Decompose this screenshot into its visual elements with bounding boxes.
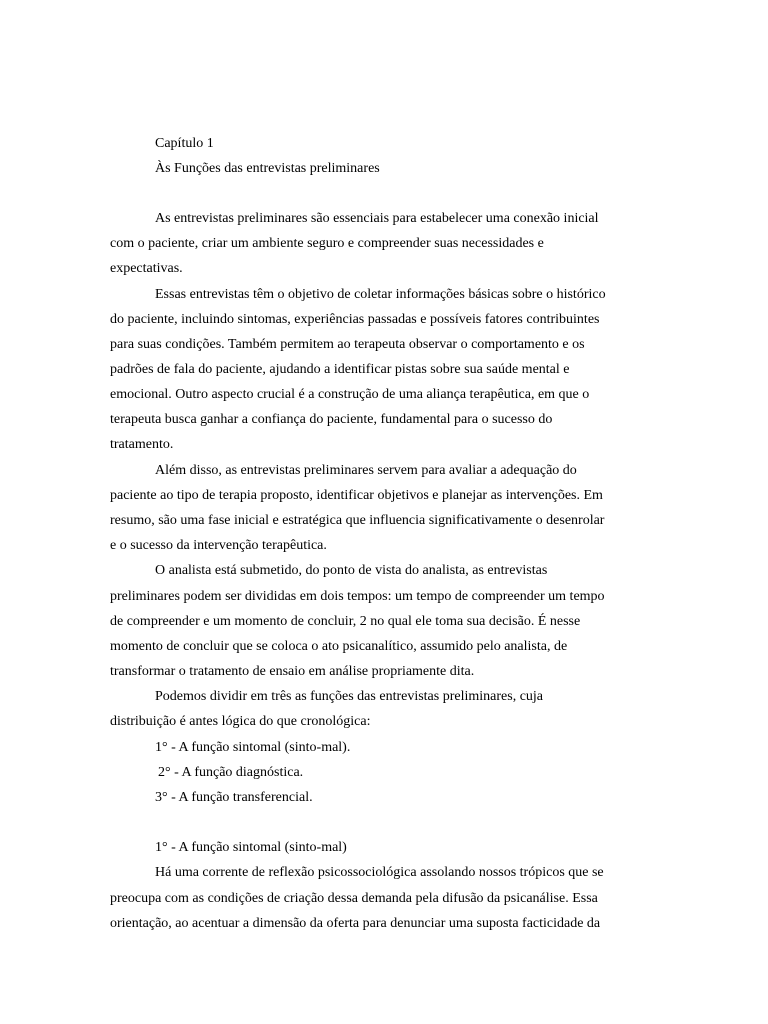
chapter-title: Às Funções das entrevistas preliminares <box>155 161 380 176</box>
paragraph-line: com o paciente, criar um ambiente seguro e compreender suas necessidades e <box>110 236 544 251</box>
paragraph-line: preliminares podem ser divididas em dois tempos: um tempo de compreender um tempo <box>110 589 605 604</box>
paragraph-line: tratamento. <box>110 437 174 452</box>
paragraph-line: Podemos dividir em três as funções das entrevistas preliminares, cuja <box>155 689 544 704</box>
paragraph-line: Há uma corrente de reflexão psicossociológica assolando nossos trópicos que se <box>155 865 604 880</box>
paragraph-line: distribuição é antes lógica do que cronológica: <box>110 714 371 729</box>
paragraph-line: padrões de fala do paciente, ajudando a identificar pistas sobre sua saúde mental e <box>110 362 570 377</box>
paragraph-line: expectativas. <box>110 261 183 276</box>
paragraph-line: As entrevistas preliminares são essenciais para estabelecer uma conexão inicial <box>155 211 599 226</box>
paragraph-line: de compreender e um momento de concluir, 2 no qual ele toma sua decisão. É nesse <box>110 614 581 629</box>
paragraph-line: O analista está submetido, do ponto de vista do analista, as entrevistas <box>155 563 548 578</box>
paragraph-line: para suas condições. Também permitem ao terapeuta observar o comportamento e os <box>110 337 585 352</box>
paragraph-line: momento de concluir que se coloca o ato psicanalítico, assumido pelo analista, de <box>110 639 568 654</box>
paragraph-line: Além disso, as entrevistas preliminares servem para avaliar a adequação do <box>155 463 577 478</box>
paragraph-line: transformar o tratamento de ensaio em análise propriamente dita. <box>110 664 475 679</box>
chapter-label: Capítulo 1 <box>155 136 214 151</box>
paragraph-line: e o sucesso da intervenção terapêutica. <box>110 538 327 553</box>
paragraph-line: emocional. Outro aspecto crucial é a construção de uma aliança terapêutica, em que o <box>110 387 590 402</box>
paragraph-line: do paciente, incluindo sintomas, experiências passadas e possíveis fatores contribuintes <box>110 312 600 327</box>
section-heading: 1° - A função sintomal (sinto-mal) <box>155 840 347 855</box>
paragraph-line: orientação, ao acentuar a dimensão da oferta para denunciar uma suposta facticidade da <box>110 916 601 931</box>
list-item: 1° - A função sintomal (sinto-mal). <box>155 740 351 755</box>
list-item: 3° - A função transferencial. <box>155 790 313 805</box>
paragraph-line: preocupa com as condições de criação dessa demanda pela difusão da psicanálise. Essa <box>110 891 598 906</box>
paragraph-line: terapeuta busca ganhar a confiança do paciente, fundamental para o sucesso do <box>110 412 553 427</box>
paragraph-line: Essas entrevistas têm o objetivo de coletar informações básicas sobre o histórico <box>155 287 606 302</box>
paragraph-line: paciente ao tipo de terapia proposto, identificar objetivos e planejar as intervenções. Em <box>110 488 603 503</box>
paragraph-line: resumo, são uma fase inicial e estratégica que influencia significativamente o desenrolar <box>110 513 605 528</box>
list-item: 2° - A função diagnóstica. <box>158 765 304 780</box>
